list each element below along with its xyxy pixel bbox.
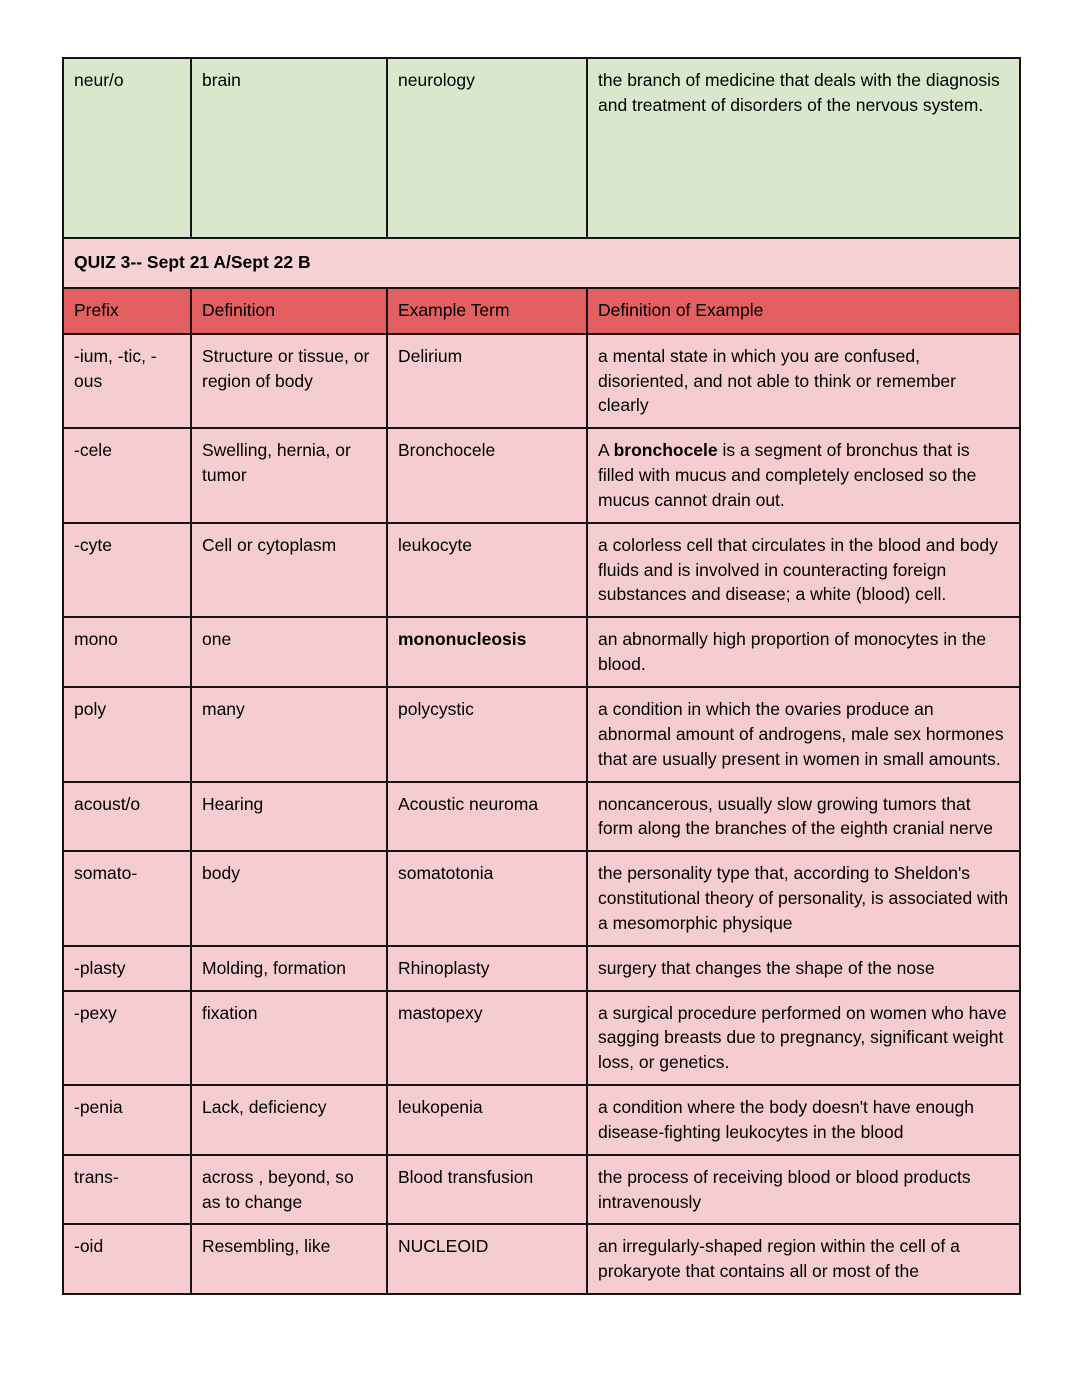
cell-example-term: NUCLEOID bbox=[387, 1224, 587, 1294]
cell-example-definition: a colorless cell that circulates in the blood and body fluids and is involved in counteracting foreign substances and disease; a white (blood) cell. bbox=[587, 523, 1020, 618]
definition-text-post: is a segment of bronchus that is filled with mucus and completely enclosed so the mucus cannot drain out. bbox=[598, 440, 977, 510]
cell-example-term: leukopenia bbox=[387, 1085, 587, 1155]
column-header-example-definition: Definition of Example bbox=[587, 288, 1020, 334]
column-header-example-term: Example Term bbox=[387, 288, 587, 334]
table-row bbox=[63, 991, 1020, 1086]
cell-example-definition: surgery that changes the shape of the nose bbox=[587, 946, 1020, 991]
table-body bbox=[63, 58, 1020, 1294]
vocabulary-table bbox=[62, 57, 1021, 1295]
cell-example-definition bbox=[587, 428, 1020, 523]
cell-example-term: polycystic bbox=[387, 687, 587, 782]
table-row bbox=[63, 523, 1020, 618]
cell-definition: Swelling, hernia, or tumor bbox=[191, 428, 387, 523]
cell-example-definition: a surgical procedure performed on women who have sagging breasts due to pregnancy, significant weight loss, or genetics. bbox=[587, 991, 1020, 1086]
definition-text-pre: A bbox=[598, 440, 614, 461]
table-row bbox=[63, 334, 1020, 429]
table-row bbox=[63, 1224, 1020, 1294]
cell-example-definition: a mental state in which you are confused, disoriented, and not able to think or remember clearly bbox=[587, 334, 1020, 429]
cell-prefix: mono bbox=[63, 617, 191, 687]
cell-prefix: -cyte bbox=[63, 523, 191, 618]
cell-example-term: Delirium bbox=[387, 334, 587, 429]
cell-example-term: neurology bbox=[387, 58, 587, 238]
cell-example-definition: a condition where the body doesn't have enough disease-fighting leukocytes in the blood bbox=[587, 1085, 1020, 1155]
cell-prefix: somato- bbox=[63, 851, 191, 946]
cell-example-definition: the personality type that, according to Sheldon's constitutional theory of personality, is associated with a mesomorphic physique bbox=[587, 851, 1020, 946]
cell-example-definition: noncancerous, usually slow growing tumors that form along the branches of the eighth cranial nerve bbox=[587, 782, 1020, 852]
cell-prefix: -ium, -tic, -ous bbox=[63, 334, 191, 429]
cell-prefix: poly bbox=[63, 687, 191, 782]
table-row bbox=[63, 851, 1020, 946]
cell-prefix: trans- bbox=[63, 1155, 191, 1225]
definition-term-emphasis: bronchocele bbox=[613, 440, 718, 461]
cell-definition: Molding, formation bbox=[191, 946, 387, 991]
table-header-row bbox=[63, 288, 1020, 334]
column-header-prefix: Prefix bbox=[63, 288, 191, 334]
table-row bbox=[63, 782, 1020, 852]
cell-example-term: Rhinoplasty bbox=[387, 946, 587, 991]
table-row bbox=[63, 687, 1020, 782]
cell-definition: Resembling, like bbox=[191, 1224, 387, 1294]
quiz-banner-row bbox=[63, 238, 1020, 288]
cell-example-definition: the branch of medicine that deals with the diagnosis and treatment of disorders of the nervous system. bbox=[587, 58, 1020, 238]
column-header-definition: Definition bbox=[191, 288, 387, 334]
cell-definition: brain bbox=[191, 58, 387, 238]
cell-example-term: mononucleosis bbox=[387, 617, 587, 687]
cell-prefix: neur/o bbox=[63, 58, 191, 238]
cell-definition: body bbox=[191, 851, 387, 946]
cell-definition: Hearing bbox=[191, 782, 387, 852]
cell-example-definition: an abnormally high proportion of monocytes in the blood. bbox=[587, 617, 1020, 687]
table-row bbox=[63, 1085, 1020, 1155]
cell-definition: across , beyond, so as to change bbox=[191, 1155, 387, 1225]
cell-example-term: leukocyte bbox=[387, 523, 587, 618]
cell-prefix: -pexy bbox=[63, 991, 191, 1086]
cell-definition: fixation bbox=[191, 991, 387, 1086]
cell-prefix: -oid bbox=[63, 1224, 191, 1294]
cell-example-term: Bronchocele bbox=[387, 428, 587, 523]
cell-example-term: Blood transfusion bbox=[387, 1155, 587, 1225]
cell-definition: Lack, deficiency bbox=[191, 1085, 387, 1155]
cell-prefix: -penia bbox=[63, 1085, 191, 1155]
cell-example-term: somatotonia bbox=[387, 851, 587, 946]
table-row bbox=[63, 617, 1020, 687]
table-row-neuro bbox=[63, 58, 1020, 238]
quiz-banner-label: QUIZ 3-- Sept 21 A/Sept 22 B bbox=[63, 238, 1020, 288]
cell-definition: Cell or cytoplasm bbox=[191, 523, 387, 618]
table-row bbox=[63, 428, 1020, 523]
cell-example-term: mastopexy bbox=[387, 991, 587, 1086]
cell-prefix: acoust/o bbox=[63, 782, 191, 852]
cell-definition: many bbox=[191, 687, 387, 782]
cell-example-definition: an irregularly-shaped region within the cell of a prokaryote that contains all or most of the bbox=[587, 1224, 1020, 1294]
cell-example-definition: the process of receiving blood or blood products intravenously bbox=[587, 1155, 1020, 1225]
cell-example-definition: a condition in which the ovaries produce an abnormal amount of androgens, male sex hormones that are usually present in women in small amounts. bbox=[587, 687, 1020, 782]
table-row bbox=[63, 1155, 1020, 1225]
cell-definition: one bbox=[191, 617, 387, 687]
table-row bbox=[63, 946, 1020, 991]
cell-prefix: -plasty bbox=[63, 946, 191, 991]
cell-prefix: -cele bbox=[63, 428, 191, 523]
cell-example-term: Acoustic neuroma bbox=[387, 782, 587, 852]
cell-definition: Structure or tissue, or region of body bbox=[191, 334, 387, 429]
